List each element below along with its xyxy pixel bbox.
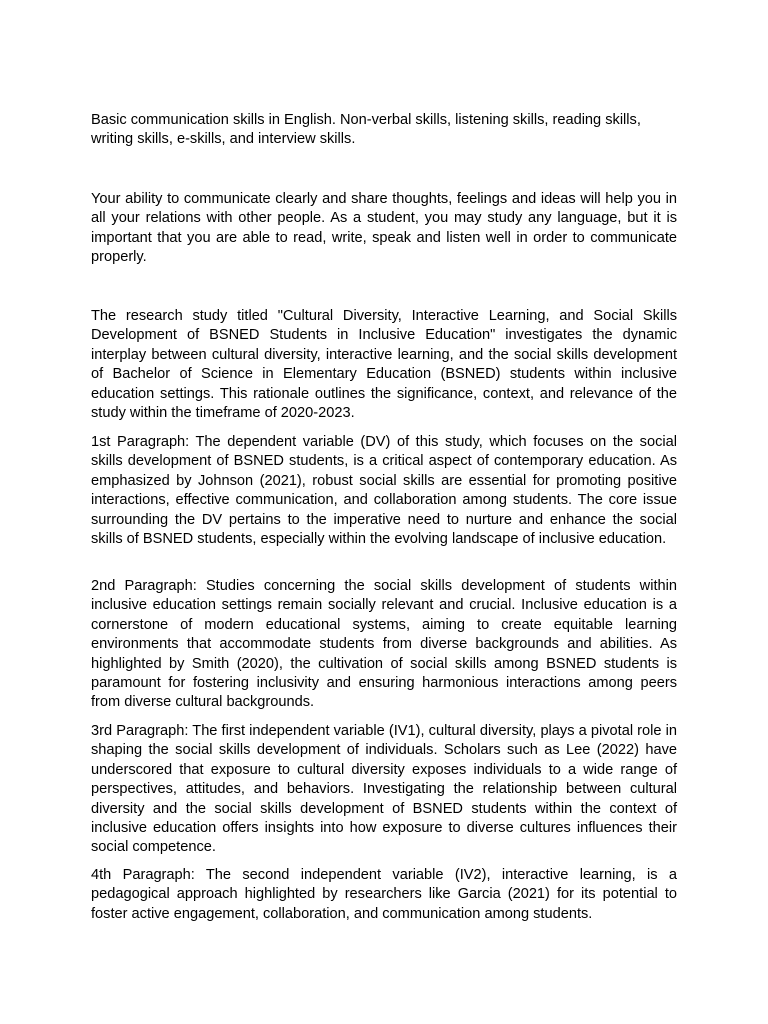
paragraph-fourth: 4th Paragraph: The second independent variable (IV2), interactive learning, is a pedagogical approach highlighted by researchers like Garcia (2021) for its potential to foster active engagement, collaboration, and communication among students. — [91, 867, 677, 922]
paragraph-communication-ability: Your ability to communicate clearly and share thoughts, feelings and ideas will help you in all your relations with other people. As a student, you may study any language, but it is important that you are able to read, write, speak and listen well in order to communicate properly. — [91, 191, 677, 266]
paragraph-intro: Basic communication skills in English. Non-verbal skills, listening skills, reading skills, writing skills, e-skills, and interview skills. — [91, 112, 641, 148]
paragraph-first: 1st Paragraph: The dependent variable (DV) of this study, which focuses on the social skills development of BSNED students, is a critical aspect of contemporary education. As emphasized by Johnson (2021), robust social skills are essential for promoting positive interactions, effective communication, and collaboration among students. The core issue surrounding the DV pertains to the imperative need to nurture and enhance the social skills of BSNED students, especially within the evolving landscape of inclusive education. — [91, 434, 677, 548]
paragraph-research-study: The research study titled "Cultural Diversity, Interactive Learning, and Social Skills Development of BSNED Students in Inclusive Education" investigates the dynamic interplay between cultural diversity, interactive learning, and the social skills development of Bachelor of Science in Elementary Education (BSNED) students within inclusive education settings. This rationale outlines the significance, context, and relevance of the study within the timeframe of 2020-2023. — [91, 308, 677, 422]
paragraph-second: 2nd Paragraph: Studies concerning the social skills development of students within inclusive education settings remain socially relevant and crucial. Inclusive education is a cornerstone of modern educational systems, aiming to create equitable learning environments that accommodate students from diverse backgrounds and abilities. As highlighted by Smith (2020), the cultivation of social skills among BSNED students is paramount for fostering inclusivity and ensuring harmonious interactions among peers from diverse cultural backgrounds. — [91, 578, 677, 711]
paragraph-third: 3rd Paragraph: The first independent variable (IV1), cultural diversity, plays a pivotal role in shaping the social skills development of individuals. Scholars such as Lee (2022) have underscored that exposure to cultural diversity exposes individuals to a wide range of perspectives, attitudes, and behaviors. Investigating the relationship between cultural diversity and the social skills development of BSNED students within the context of inclusive education offers insights into how exposure to diverse cultures influences their social competence. — [91, 723, 677, 856]
